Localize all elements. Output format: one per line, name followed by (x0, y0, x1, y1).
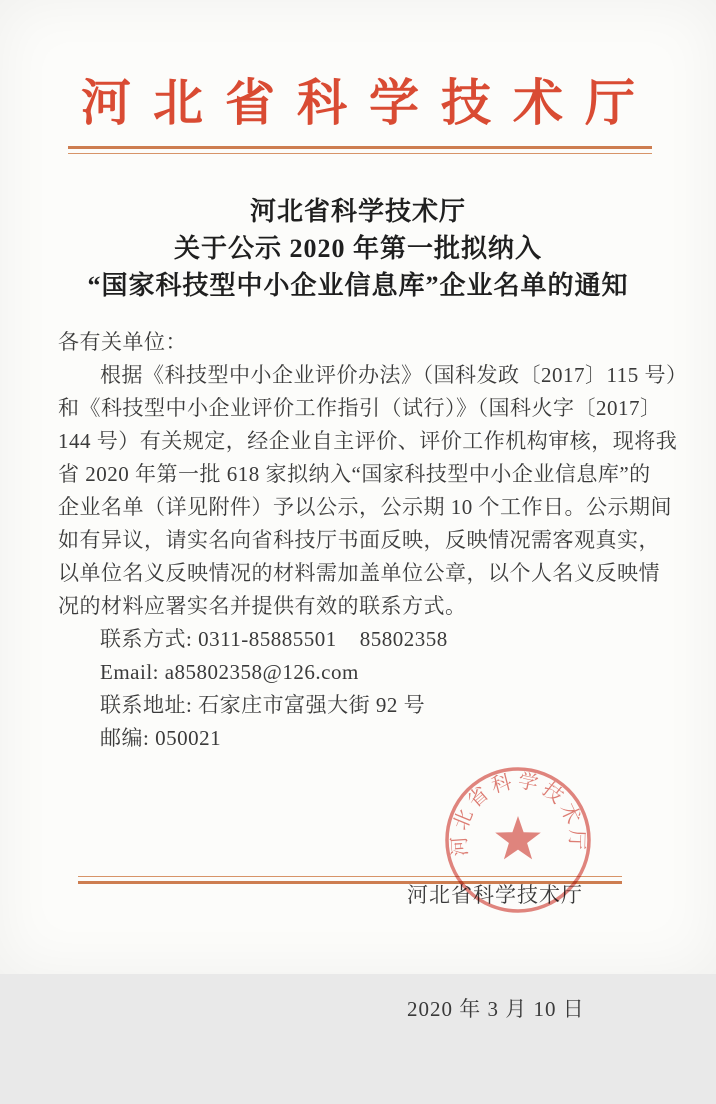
body-line: 省 2020 年第一批 618 家拟纳入“国家科技型中小企业信息库”的 (58, 462, 651, 486)
signature-date: 2020 年 3 月 10 日 (407, 997, 585, 1021)
body-line: 根据《科技型中小企业评价办法》（国科发政〔2017〕115 号） (100, 363, 688, 387)
contact-email-line: Email: a85802358@126.com (100, 660, 359, 684)
salutation-line: 各有关单位： (58, 330, 187, 354)
body-line: 况的材料应署实名并提供有效的联系方式。 (58, 594, 467, 618)
document-title-line-2: 关于公示 2020 年第一批拟纳入 (173, 234, 542, 263)
body-line: 企业名单（详见附件）予以公示，公示期 10 个工作日。公示期间 (58, 495, 672, 519)
document-body (58, 326, 688, 755)
document-title-line-1: 河北省科学技术厅 (249, 197, 466, 226)
official-seal (438, 760, 598, 920)
seal-text: 河北省科学技术厅 (448, 770, 588, 858)
contact-phone-line: 联系方式: 0311-85885501 85802358 (100, 627, 448, 651)
document-title-line-3: “国家科技型中小企业信息库”企业名单的通知 (87, 271, 629, 300)
body-line: 如有异议，请实名向省科技厅书面反映，反映情况需客观真实， (58, 528, 660, 552)
body-line: 144 号）有关规定，经企业自主评价、评价工作机构审核，现将我 (58, 429, 678, 453)
letterhead-org-name: 河北省科学技术厅 (81, 75, 657, 131)
seal-star-icon (495, 816, 541, 859)
document-title (30, 193, 686, 304)
letterhead-rule (68, 146, 652, 154)
signature-org: 河北省科学技术厅 (407, 883, 583, 907)
body-line: 和《科技型中小企业评价工作指引（试行）》（国科火字〔2017〕 (58, 396, 662, 420)
contact-postcode-line: 邮编: 050021 (100, 726, 222, 750)
body-line: 以单位名义反映情况的材料需加盖单位公章，以个人名义反映情 (58, 561, 660, 585)
contact-address-line: 联系地址: 石家庄市富强大街 92 号 (100, 693, 426, 717)
